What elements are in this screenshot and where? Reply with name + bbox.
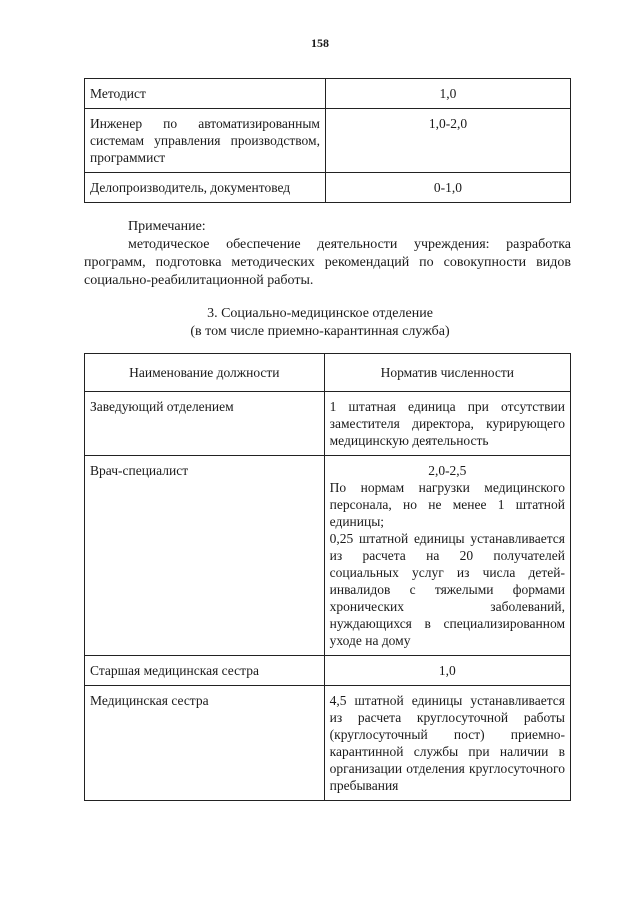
norm-cell	[324, 686, 570, 801]
column-header-norm: Норматив численности	[324, 354, 570, 392]
norm-cell: 0-1,0	[325, 173, 570, 203]
table-row	[85, 686, 571, 801]
norm-cell: 1,0	[325, 79, 570, 109]
table-header-row	[85, 354, 571, 392]
position-cell: Заведующий отделением	[85, 392, 325, 456]
staffing-table-continued	[84, 78, 571, 203]
norm-detail: 0,25 штатной единицы устанавливается из расчета на 20 получателей социальных услуг из числа детей-инвалидов с тяжелыми формами хронических заболеваний, нуждающихся в специализированном уходе на дому	[329, 531, 565, 648]
norm-value: 2,0-2,5	[428, 463, 467, 478]
note-block	[84, 218, 571, 290]
section-title: 3. Социально-медицинское отделение	[207, 306, 433, 321]
table-row	[85, 173, 571, 203]
section-subtitle: (в том числе приемно-карантинная служба)	[190, 324, 450, 339]
table-row	[85, 392, 571, 456]
norm-detail: 4,5 штатной единицы устанавливается из расчета круглосуточной работы (круглосуточный пост) приемно-карантинной службы при наличии в организации отделения круглосуточного пребывания	[329, 693, 565, 793]
norm-detail: 1 штатная единица при отсутствии заместителя директора, курирующего медицинскую деятельность	[329, 399, 565, 448]
position-cell: Делопроизводитель, документовед	[85, 173, 326, 203]
table-row	[85, 456, 571, 656]
norm-detail: По нормам нагрузки медицинского персонала, но не менее 1 штатной единицы;	[329, 480, 565, 529]
table-row	[85, 109, 571, 173]
page-number: 158	[311, 36, 329, 50]
note-text: методическое обеспечение деятельности учреждения: разработка программ, подготовка методических рекомендаций по совокупности видов социально-реабилитационной работы.	[84, 237, 571, 288]
norm-cell: 1,0-2,0	[325, 109, 570, 173]
column-header-position: Наименование должности	[85, 354, 325, 392]
position-cell: Медицинская сестра	[85, 686, 325, 801]
section-heading	[0, 305, 640, 341]
medical-staffing-table	[84, 353, 571, 801]
table-row	[85, 656, 571, 686]
position-cell: Старшая медицинская сестра	[85, 656, 325, 686]
norm-cell	[324, 456, 570, 656]
note-label: Примечание:	[128, 219, 206, 234]
norm-value: 1,0	[438, 663, 456, 678]
position-cell: Инженер по автоматизированным системам управления производством, программист	[85, 109, 326, 173]
position-cell: Методист	[85, 79, 326, 109]
position-cell: Врач-специалист	[85, 456, 325, 656]
norm-cell	[324, 656, 570, 686]
norm-cell	[324, 392, 570, 456]
table-row	[85, 79, 571, 109]
